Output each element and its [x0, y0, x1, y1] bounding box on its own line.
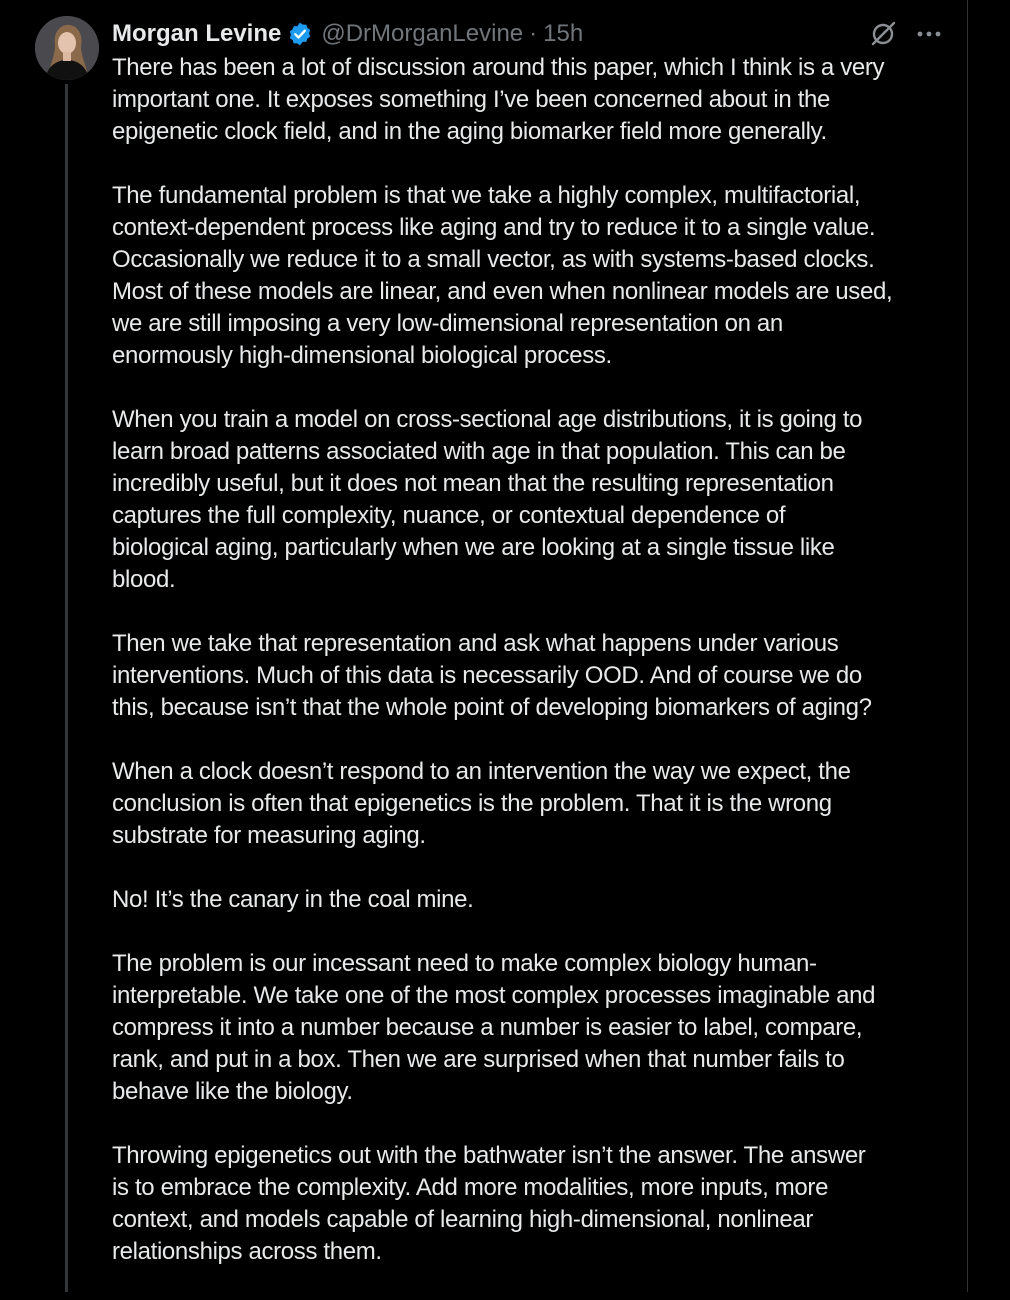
tweet-paragraph: The problem is our incessant need to make complex biology human- interpretable. We take one of the most complex processes imaginable and compress it into a number because a number is easier to label, compare, rank, and put in a box. Then we are surprised when that number fails to behave like the biology. [112, 950, 876, 1105]
separator-dot: · [529, 20, 538, 47]
more-options-button[interactable] [914, 19, 944, 49]
timestamp[interactable]: 15h [543, 20, 584, 47]
verified-badge-icon [287, 21, 313, 47]
tweet-header [112, 18, 583, 50]
tweet-paragraph: Then we take that representation and ask what happens under various interventions. Much of this data is necessarily OOD. And of course we do this, because isn’t that the whole point of developing biomarkers of aging? [112, 630, 872, 721]
author-handle[interactable]: @DrMorganLevine [321, 20, 524, 47]
author-name[interactable]: Morgan Levine [112, 20, 282, 47]
tweet-paragraph: When a clock doesn’t respond to an intervention the way we expect, the conclusion is often that epigenetics is the problem. That it is the wrong substrate for measuring aging. [112, 758, 851, 849]
tweet-paragraph: Throwing epigenetics out with the bathwater isn’t the answer. The answer is to embrace the complexity. Add more modalities, more inputs, more context, and models capable of learning high-dimensional, nonlinear relationships across them. [112, 1142, 866, 1265]
thread-line [65, 84, 68, 1292]
tweet-paragraph: The fundamental problem is that we take a highly complex, multifactorial, context-dependent process like aging and try to reduce it to a single value. Occasionally we reduce it to a small vector, as with systems-based clocks. Most of these models are linear, and even when nonlinear models are used, we are still imposing a very low-dimensional representation on an enormously high-dimensional biological process. [112, 182, 893, 369]
tweet-text [112, 52, 942, 1300]
more-options-icon [916, 30, 942, 38]
grok-icon [869, 20, 897, 48]
tweet-paragraph: When you train a model on cross-sectional age distributions, it is going to learn broad patterns associated with age in that population. This can be incredibly useful, but it does not mean that the resulting representation captures the full complexity, nuance, or contextual dependence of biological aging, particularly when we are looking at a single tissue like blood. [112, 406, 863, 593]
grok-button[interactable] [868, 19, 898, 49]
tweet-paragraph: There has been a lot of discussion around this paper, which I think is a very important one. It exposes something I’ve been concerned about in the epigenetic clock field, and in the aging biomarker field more generally. [112, 54, 885, 145]
avatar[interactable] [35, 16, 99, 80]
avatar-image [35, 16, 99, 80]
tweet-paragraph: No! It’s the canary in the coal mine. [112, 886, 474, 913]
tweet-actions [868, 18, 944, 50]
